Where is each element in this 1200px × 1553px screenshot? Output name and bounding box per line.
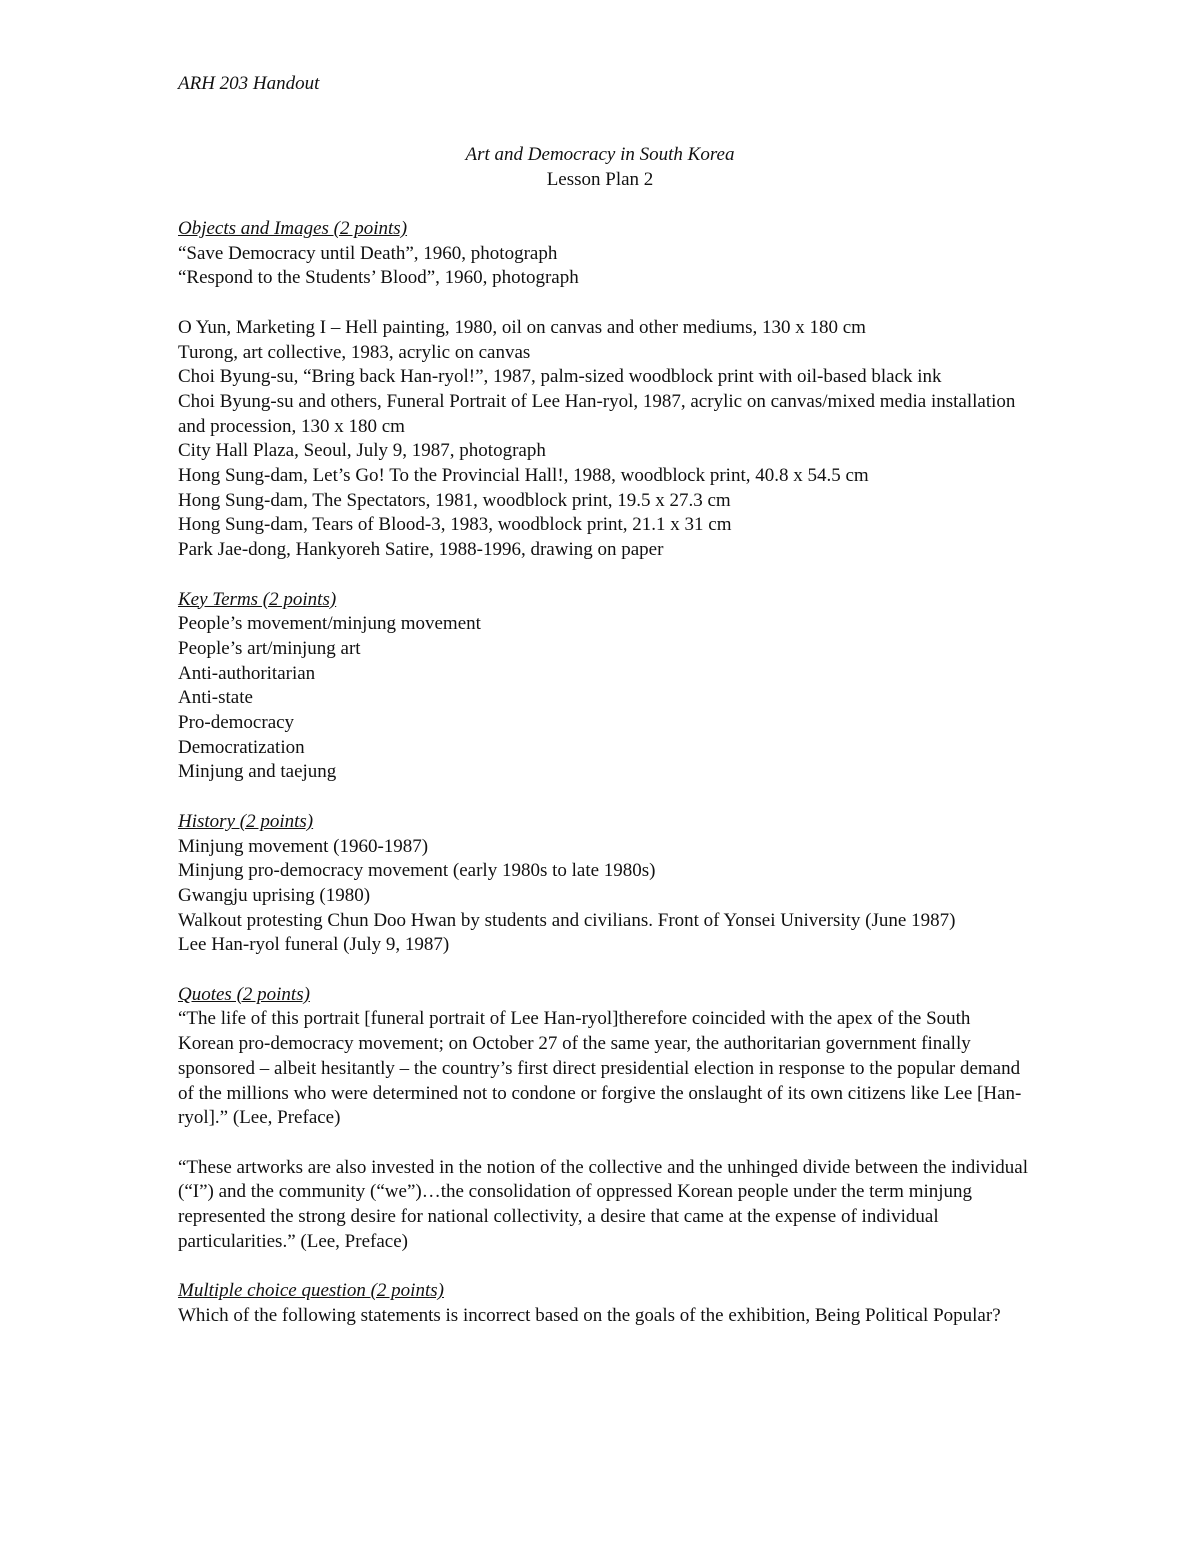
key-term-item: Democratization bbox=[178, 736, 305, 758]
handout-content bbox=[178, 217, 1028, 1353]
key-term-item: People’s movement/minjung movement bbox=[178, 613, 481, 635]
object-item: “Save Democracy until Death”, 1960, photograph bbox=[178, 242, 558, 264]
quotes-heading: Quotes (2 points) bbox=[178, 983, 310, 1005]
title-block bbox=[0, 143, 1200, 192]
key-term-item: Anti-state bbox=[178, 687, 253, 709]
mcq-section bbox=[178, 1279, 1028, 1328]
object-item: Choi Byung-su and others, Funeral Portrait of Lee Han-ryol, 1987, acrylic on canvas/mixed media installation and procession, 130 x 180 cm bbox=[178, 390, 1016, 437]
document-subtitle: Lesson Plan 2 bbox=[546, 168, 654, 190]
object-item: City Hall Plaza, Seoul, July 9, 1987, photograph bbox=[178, 440, 546, 462]
key-term-item: Minjung and taejung bbox=[178, 761, 337, 783]
object-item: O Yun, Marketing I – Hell painting, 1980, oil on canvas and other mediums, 130 x 180 cm bbox=[178, 316, 866, 338]
history-item: Minjung pro-democracy movement (early 1980s to late 1980s) bbox=[178, 860, 656, 882]
object-item: Hong Sung-dam, The Spectators, 1981, woodblock print, 19.5 x 27.3 cm bbox=[178, 489, 731, 511]
object-item: Hong Sung-dam, Let’s Go! To the Provincial Hall!, 1988, woodblock print, 40.8 x 54.5 cm bbox=[178, 465, 869, 487]
object-item: “Respond to the Students’ Blood”, 1960, photograph bbox=[178, 267, 579, 289]
key-term-item: People’s art/minjung art bbox=[178, 637, 361, 659]
history-item: Walkout protesting Chun Doo Hwan by students and civilians. Front of Yonsei University (June 1987) bbox=[178, 909, 956, 931]
object-item: Hong Sung-dam, Tears of Blood-3, 1983, woodblock print, 21.1 x 31 cm bbox=[178, 514, 732, 536]
history-section bbox=[178, 810, 1028, 958]
key-terms-heading: Key Terms (2 points) bbox=[178, 588, 337, 610]
objects-section bbox=[178, 217, 1028, 563]
objects-heading: Objects and Images (2 points) bbox=[178, 218, 408, 239]
history-heading: History (2 points) bbox=[178, 810, 314, 832]
spacer bbox=[178, 291, 1028, 316]
key-term-item: Anti-authoritarian bbox=[178, 662, 316, 684]
document-title: Art and Democracy in South Korea bbox=[465, 144, 735, 165]
quote-paragraph: “These artworks are also invested in the notion of the collective and the unhinged divide between the individual (“I”) and the community (“we”)…the consolidation of oppressed Korean people under the term minjung represented the strong desire for national collectivity, a desire that came at the expense of individual particularities.” (Lee, Preface) bbox=[178, 1156, 1028, 1252]
course-label: ARH 203 Handout bbox=[178, 73, 320, 94]
object-item: Park Jae-dong, Hankyoreh Satire, 1988-1996, drawing on paper bbox=[178, 539, 664, 561]
object-item: Turong, art collective, 1983, acrylic on canvas bbox=[178, 341, 531, 363]
history-item: Lee Han-ryol funeral (July 9, 1987) bbox=[178, 934, 450, 956]
key-terms-section bbox=[178, 588, 1028, 786]
mcq-question: Which of the following statements is incorrect based on the goals of the exhibition, Being Political Popular? bbox=[178, 1304, 1001, 1326]
quotes-section bbox=[178, 983, 1028, 1255]
history-item: Gwangju uprising (1980) bbox=[178, 884, 371, 906]
history-item: Minjung movement (1960-1987) bbox=[178, 835, 429, 857]
object-item: Choi Byung-su, “Bring back Han-ryol!”, 1987, palm-sized woodblock print with oil-based black ink bbox=[178, 366, 942, 388]
quote-paragraph: “The life of this portrait [funeral portrait of Lee Han-ryol]therefore coincided with the apex of the South Korean pro-democracy movement; on October 27 of the same year, the authoritarian government finally sponsored – albeit hesitantly – the country’s first direct presidential election in response to the popular demand of the millions who were determined not to condone or forgive the onslaught of its own citizens like Lee [Han-ryol].” (Lee, Preface) bbox=[178, 1008, 1022, 1129]
key-term-item: Pro-democracy bbox=[178, 712, 295, 734]
mcq-heading: Multiple choice question (2 points) bbox=[178, 1280, 444, 1302]
